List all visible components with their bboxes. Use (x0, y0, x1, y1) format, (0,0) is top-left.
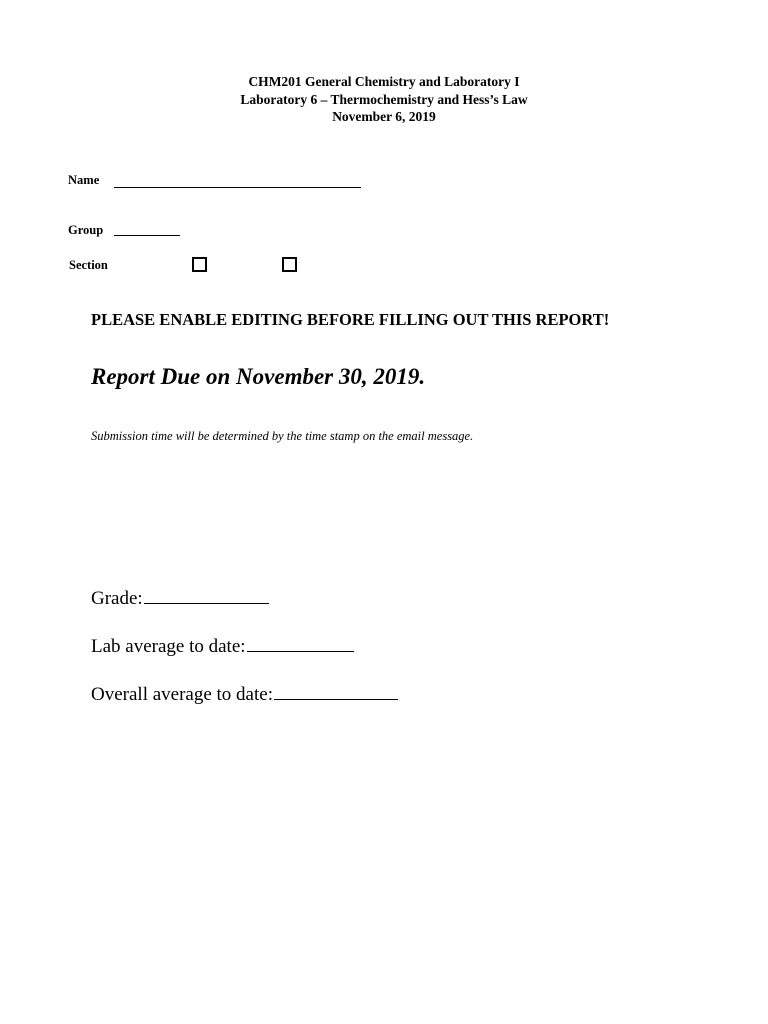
grade-row (91, 588, 269, 610)
editing-notice: PLEASE ENABLE EDITING BEFORE FILLING OUT THIS REPORT! (91, 310, 610, 329)
lab-average-row (91, 636, 354, 658)
lab-average-field[interactable] (247, 650, 354, 652)
grade-field[interactable] (144, 602, 269, 604)
report-due-heading: Report Due on November 30, 2019. (91, 364, 426, 389)
document-header (0, 73, 768, 126)
section-label: Section (69, 258, 108, 272)
lab-title: Laboratory 6 – Thermochemistry and Hess’s Law (240, 91, 528, 107)
submission-note: Submission time will be determined by the time stamp on the email message. (91, 429, 474, 443)
overall-average-label: Overall average to date: (91, 684, 273, 705)
overall-average-row (91, 684, 398, 706)
name-label: Name (68, 173, 100, 187)
name-field[interactable] (114, 187, 361, 188)
lab-average-label: Lab average to date: (91, 636, 246, 657)
course-title: CHM201 General Chemistry and Laboratory I (248, 74, 520, 89)
section-checkbox-1[interactable] (192, 257, 207, 272)
section-checkbox-2[interactable] (282, 257, 297, 272)
grade-label: Grade: (91, 588, 143, 609)
group-label: Group (68, 223, 104, 237)
overall-average-field[interactable] (274, 698, 398, 700)
group-field[interactable] (114, 235, 180, 236)
lab-date: November 6, 2019 (332, 109, 436, 124)
